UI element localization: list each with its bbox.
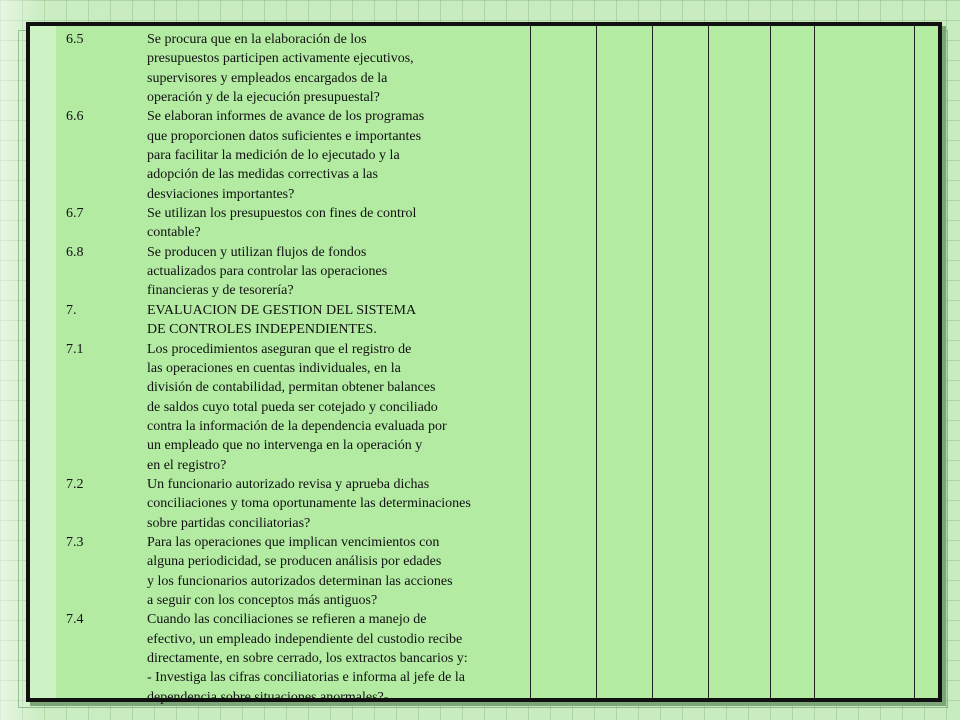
question-line — [66, 262, 536, 281]
question-line — [66, 552, 536, 571]
item-number — [66, 456, 147, 475]
item-number — [66, 281, 147, 300]
question-line — [66, 146, 536, 165]
question-text: Cuando las conciliaciones se refieren a manejo de — [147, 612, 427, 628]
question-text: dependencia sobre situaciones anormales?- — [147, 689, 389, 705]
question-line — [66, 359, 536, 378]
item-number: 6.5 — [66, 32, 84, 47]
questionnaire-table — [26, 22, 942, 705]
question-line — [66, 649, 536, 668]
item-number — [66, 88, 147, 107]
question-line — [66, 378, 536, 397]
item-number — [66, 572, 147, 591]
item-number — [66, 417, 147, 436]
question-line — [66, 88, 536, 107]
question-line — [66, 630, 536, 649]
item-number: 7. — [66, 302, 77, 318]
question-text: efectivo, un empleado independiente del custodio recibe — [147, 631, 463, 647]
question-text: supervisores y empleados encargados de la — [147, 70, 388, 86]
item-number: 7.2 — [66, 476, 84, 492]
question-text: a seguir con los conceptos más antiguos? — [147, 592, 378, 608]
item-number — [66, 591, 147, 610]
question-line — [66, 320, 536, 339]
question-list — [66, 30, 536, 707]
question-line — [66, 30, 536, 49]
item-number — [66, 552, 147, 571]
question-text: Un funcionario autorizado revisa y aprueba dichas — [147, 476, 430, 492]
item-number — [66, 223, 147, 242]
question-line — [66, 223, 536, 242]
item-number — [66, 165, 147, 184]
question-line — [66, 494, 536, 513]
question-line — [66, 301, 536, 320]
question-line — [66, 398, 536, 417]
question-text: en el registro? — [147, 457, 227, 473]
column-divider — [596, 26, 597, 698]
question-text: Para las operaciones que implican vencimientos con — [147, 534, 440, 550]
item-number: 6.8 — [66, 244, 84, 260]
column-divider — [652, 26, 653, 698]
question-line — [66, 591, 536, 610]
item-number — [66, 494, 147, 513]
item-number: 6.6 — [66, 109, 84, 125]
item-number — [66, 185, 147, 204]
question-text: EVALUACION DE GESTION DEL SISTEMA — [147, 302, 417, 318]
question-line — [66, 281, 536, 300]
question-text: Los procedimientos aseguran que el registro de — [147, 341, 412, 357]
item-number — [66, 630, 147, 649]
item-number — [66, 69, 147, 88]
question-text: contra la información de la dependencia evaluada por — [147, 418, 447, 434]
item-number — [66, 688, 147, 707]
question-text: división de contabilidad, permitan obtener balances — [147, 380, 436, 396]
item-number — [66, 378, 147, 397]
question-line — [66, 688, 536, 707]
item-number — [66, 398, 147, 417]
question-text: alguna periodicidad, se producen análisis por edades — [147, 554, 442, 570]
item-number: 6.7 — [66, 206, 84, 222]
question-line — [66, 243, 536, 262]
question-line — [66, 127, 536, 146]
question-line — [66, 533, 536, 552]
question-text: actualizados para controlar las operaciones — [147, 264, 388, 280]
question-text: y los funcionarios autorizados determinan las acciones — [147, 573, 453, 589]
question-line — [66, 436, 536, 455]
question-text: directamente, en sobre cerrado, los extractos bancarios y: — [147, 651, 468, 666]
question-line — [66, 204, 536, 223]
item-number — [66, 262, 147, 281]
question-text: sobre partidas conciliatorias? — [147, 515, 311, 531]
question-text: Se producen y utilizan flujos de fondos — [147, 244, 367, 260]
question-text: las operaciones en cuentas individuales, en la — [147, 360, 401, 376]
question-text: que proporcionen datos suficientes e importantes — [147, 128, 422, 144]
item-number — [66, 146, 147, 165]
column-divider — [770, 26, 771, 698]
question-text: financieras y de tesorería? — [147, 283, 294, 299]
question-line — [66, 417, 536, 436]
question-text: Se elaboran informes de avance de los programas — [147, 109, 425, 125]
question-text: adopción de las medidas correctivas a las — [147, 167, 378, 183]
question-line — [66, 49, 536, 68]
column-divider — [708, 26, 709, 698]
item-number — [66, 514, 147, 533]
item-number: 7.3 — [66, 534, 84, 550]
item-number — [66, 49, 147, 68]
question-line — [66, 610, 536, 629]
question-text: un empleado que no intervenga en la operación y — [147, 438, 423, 454]
item-number — [66, 649, 147, 668]
question-line — [66, 69, 536, 88]
question-line — [66, 185, 536, 204]
item-number: 7.1 — [66, 341, 84, 357]
question-text: contable? — [147, 225, 201, 241]
column-divider — [914, 26, 915, 698]
question-line — [66, 572, 536, 591]
item-number — [66, 359, 147, 378]
question-text: de saldos cuyo total pueda ser cotejado y conciliado — [147, 399, 438, 415]
item-number — [66, 668, 147, 687]
question-text: operación y de la ejecución presupuestal? — [147, 90, 380, 106]
item-number — [66, 320, 147, 339]
question-line — [66, 668, 536, 687]
question-text: - Investiga las cifras conciliatorias e informa al jefe de la — [147, 670, 465, 686]
question-text: Se utilizan los presupuestos con fines de control — [147, 206, 417, 222]
question-text: presupuestos participen activamente ejecutivos, — [147, 51, 414, 67]
item-number — [66, 436, 147, 455]
question-line — [66, 475, 536, 494]
question-line — [66, 340, 536, 359]
question-line — [66, 107, 536, 126]
item-number — [66, 127, 147, 146]
question-line — [66, 165, 536, 184]
question-text: Se procura que en la elaboración de los — [147, 32, 367, 47]
item-number: 7.4 — [66, 612, 84, 628]
question-line — [66, 514, 536, 533]
question-text: conciliaciones y toma oportunamente las determinaciones — [147, 496, 471, 512]
question-text: DE CONTROLES INDEPENDIENTES. — [147, 322, 377, 338]
question-line — [66, 456, 536, 475]
question-text: para facilitar la medición de lo ejecutado y la — [147, 148, 400, 164]
question-text: desviaciones importantes? — [147, 186, 295, 202]
column-divider — [814, 26, 815, 698]
